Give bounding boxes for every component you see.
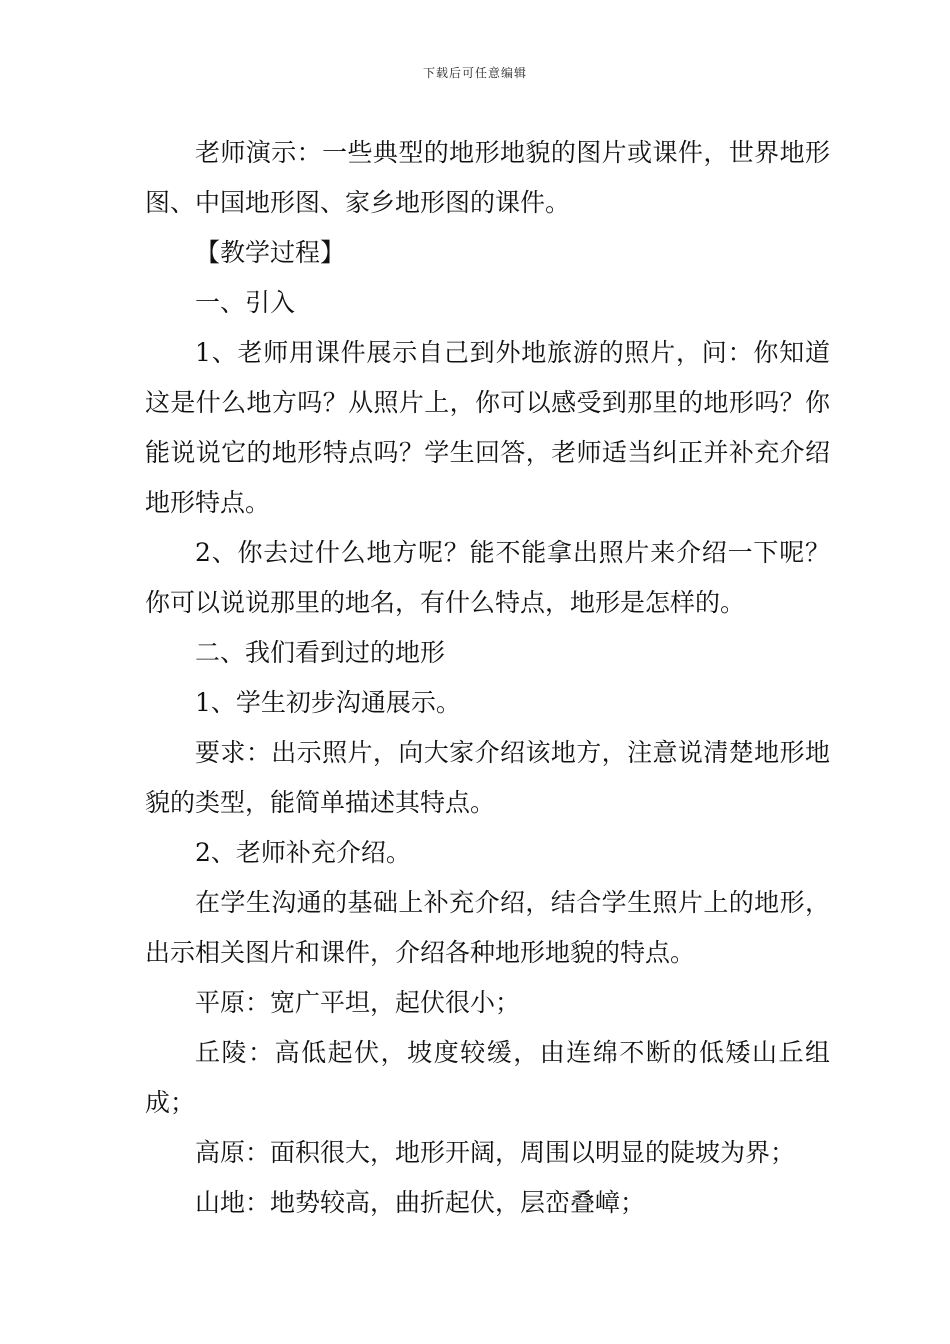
paragraph-plateau: 高原：面积很大，地形开阔，周围以明显的陡坡为界； [195, 1138, 796, 1167]
section-heading-terrain-seen: 二、我们看到过的地形 [195, 638, 446, 667]
paragraph-intro-step-2: 2、你去过什么地方呢？能不能拿出照片来介绍一下呢？你可以说说那里的地名，有什么特点，地形是怎样的。 [145, 538, 830, 617]
paragraph-step-1-student-share: 1、学生初步沟通展示。 [195, 688, 461, 717]
paragraph-mountains: 山地：地势较高，曲折起伏，层峦叠嶂； [195, 1188, 646, 1217]
paragraph-requirements: 要求：出示照片，向大家介绍该地方，注意说清楚地形地貌的类型，能简单描述其特点。 [145, 738, 830, 817]
document-body [145, 128, 830, 1228]
paragraph-supplement-detail: 在学生沟通的基础上补充介绍，结合学生照片上的地形，出示相关图片和课件，介绍各种地形地貌的特点。 [145, 888, 830, 967]
paragraph-hills: 丘陵：高低起伏，坡度较缓，由连绵不断的低矮山丘组成； [145, 1038, 830, 1117]
paragraph-intro-step-1: 1、老师用课件展示自己到外地旅游的照片，问：你知道这是什么地方吗？从照片上，你可以感受到那里的地形吗？你能说说它的地形特点吗？学生回答，老师适当纠正并补充介绍地形特点。 [145, 338, 830, 517]
paragraph-materials: 老师演示：一些典型的地形地貌的图片或课件，世界地形图、中国地形图、家乡地形图的课件。 [145, 138, 830, 217]
page-header: 下载后可任意编辑 [422, 66, 527, 80]
paragraph-step-2-teacher-supplement: 2、老师补充介绍。 [195, 838, 411, 867]
paragraph-plain: 平原：宽广平坦，起伏很小； [195, 988, 521, 1017]
section-heading-teaching-process: 【教学过程】 [195, 238, 346, 267]
section-heading-introduction: 一、引入 [195, 288, 296, 317]
